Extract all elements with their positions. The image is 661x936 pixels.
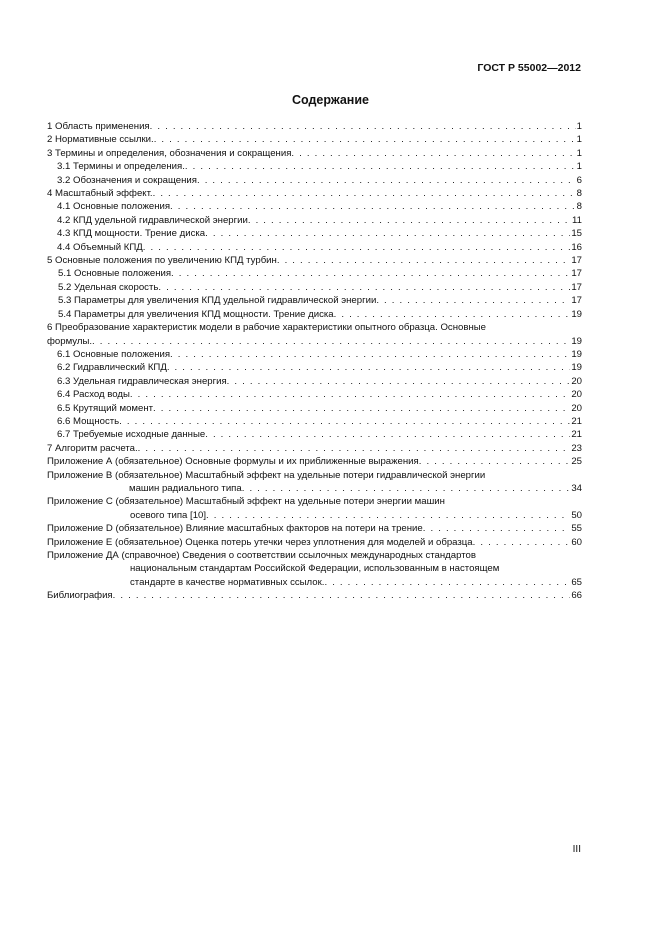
toc-entry-text: 1 Область применения (47, 121, 150, 132)
toc-entry-page: 19 (571, 348, 582, 360)
toc-entry-appendix-c-line1[interactable]: Приложение С (обязательное) Масштабный эффект на удельные потери энергии машин (47, 496, 445, 508)
toc-entry-5-4[interactable] (47, 308, 582, 321)
toc-entry-4-3[interactable] (47, 227, 582, 240)
toc-entry-page: 50 (571, 509, 582, 521)
toc-entry-appendix-a[interactable] (47, 455, 582, 468)
toc-entry-text: Приложение D (обязательное) Влияние масштабных факторов на потери на трение (47, 523, 423, 535)
toc-entry-text: Приложение Е (обязательное) Оценка потерь утечки через уплотнения для моделей и образца (47, 536, 473, 548)
toc-entry-page: 16 (571, 241, 582, 253)
toc-entry-page: 55 (571, 523, 582, 535)
toc-entry-1[interactable] (47, 120, 582, 133)
toc-entry-page: 1 (576, 134, 582, 146)
toc-entry-page: 25 (571, 456, 582, 468)
toc-entry-page: 20 (571, 375, 582, 387)
toc-entry-text: стандарте в качестве нормативных ссылок. (130, 576, 325, 588)
toc-entry-text: 3.2 Обозначения и сокращения (57, 174, 197, 186)
toc-entry-page: 17 (571, 295, 582, 307)
toc-entry-appendix-e[interactable] (47, 536, 582, 549)
toc-entry-page: 1 (576, 121, 582, 132)
toc-entry-text: машин радиального типа (129, 482, 242, 494)
toc-entry-text: 6.7 Требуемые исходные данные (57, 429, 206, 441)
toc-entry-text: 6.6 Мощность (57, 415, 120, 427)
toc-entry-page: 17 (571, 255, 582, 267)
toc-entry-text: 7 Алгоритм расчета. (47, 442, 138, 454)
toc-entry-6-7[interactable] (47, 428, 582, 441)
toc-entry-text: Библиография (47, 590, 113, 602)
document-code: ГОСТ Р 55002—2012 (477, 62, 581, 74)
toc-entry-page: 60 (571, 536, 582, 548)
toc-entry-page: 19 (571, 335, 582, 347)
toc-entry-page: 8 (576, 201, 582, 213)
toc-entry-page: 1 (576, 147, 582, 159)
toc-entry-4[interactable] (47, 187, 582, 200)
toc-entry-page: 11 (572, 214, 582, 226)
toc-entry-6-6[interactable] (47, 415, 582, 428)
toc-entry-page: 23 (571, 442, 582, 454)
toc-entry-6-line1[interactable]: 6 Преобразование характеристик модели в рабочие характеристики опытного образца. Основные (47, 322, 486, 334)
toc-entry-text: 6.1 Основные положения (57, 348, 171, 360)
toc-entry-page: 19 (571, 362, 582, 374)
toc-entry-page: 65 (571, 576, 582, 588)
toc-entry-text: осевого типа [10] (130, 509, 207, 521)
toc-entry-appendix-d[interactable] (47, 522, 582, 535)
toc-entry-text: 5 Основные положения по увеличению КПД турбин (47, 255, 277, 267)
toc-entry-5[interactable] (47, 254, 582, 267)
toc-entry-page: 20 (571, 402, 582, 414)
toc-entry-text: 6.2 Гидравлический КПД (57, 362, 167, 374)
toc-entry-page: 17 (571, 281, 582, 293)
toc-entry-text: 6.3 Удельная гидравлическая энергия (57, 375, 227, 387)
toc-entry-4-2[interactable] (47, 214, 582, 227)
toc-entry-text: 4 Масштабный эффект. (47, 188, 153, 200)
toc-entry-appendix-c[interactable] (47, 509, 582, 522)
toc-entry-text: 5.3 Параметры для увеличения КПД удельной гидравлической энергии (58, 295, 377, 307)
toc-entry-text: формулы. (47, 335, 93, 347)
toc-entry-bibliography[interactable] (47, 589, 582, 602)
toc-entry-text: 4.4 Объемный КПД (57, 241, 143, 253)
toc-entry-page: 1 (576, 161, 582, 173)
toc-entry-text: Приложение А (обязательное) Основные формулы и их приближенные выражения (47, 456, 419, 468)
toc-entry-appendix-b[interactable] (47, 482, 582, 495)
toc-entry-4-1[interactable] (47, 200, 582, 213)
toc-entry-text: 5.4 Параметры для увеличения КПД мощности. Трение диска (58, 308, 334, 320)
toc-entry-4-4[interactable] (47, 241, 582, 254)
toc-entry-page: 15 (571, 228, 582, 240)
toc-entry-5-2[interactable] (47, 281, 582, 294)
table-of-contents (47, 120, 582, 603)
toc-entry-page: 8 (576, 188, 582, 200)
toc-entry-text: 5.1 Основные положения (58, 268, 172, 280)
toc-entry-3-2[interactable] (47, 174, 582, 187)
toc-entry-page: 19 (571, 308, 582, 320)
toc-entry-6-5[interactable] (47, 402, 582, 415)
toc-entry-6[interactable] (47, 335, 582, 348)
toc-entry-5-3[interactable] (47, 294, 582, 307)
toc-entry-page: 21 (571, 429, 582, 441)
toc-entry-2[interactable] (47, 133, 582, 146)
toc-entry-appendix-da-line2[interactable]: национальным стандартам Российской Федерации, использованным в настоящем (130, 563, 500, 575)
toc-entry-appendix-da-line1[interactable]: Приложение ДА (справочное) Сведения о соответствии ссылочных международных стандартов (47, 550, 476, 561)
toc-entry-text: 4.3 КПД мощности. Трение диска (57, 228, 206, 240)
toc-entry-5-1[interactable] (47, 267, 582, 280)
toc-entry-text: 6.5 Крутящий момент (57, 402, 154, 414)
toc-entry-6-4[interactable] (47, 388, 582, 401)
toc-entry-text: 4.1 Основные положения (57, 201, 171, 213)
toc-entry-text: 2 Нормативные ссылки. (47, 134, 154, 146)
toc-entry-7[interactable] (47, 442, 582, 455)
toc-entry-page: 20 (571, 389, 582, 401)
toc-entry-3[interactable] (47, 147, 582, 160)
page-number: III (572, 844, 581, 855)
toc-entry-page: 6 (576, 174, 582, 186)
toc-entry-3-1[interactable] (47, 160, 582, 173)
toc-entry-text: 6.4 Расход воды (57, 389, 130, 401)
toc-entry-page: 21 (571, 415, 582, 427)
toc-entry-text: 3 Термины и определения, обозначения и сокращения (47, 147, 292, 159)
toc-entry-page: 66 (571, 590, 582, 602)
page-title: Содержание (291, 93, 369, 107)
toc-entry-page: 34 (571, 482, 582, 494)
toc-entry-text: 5.2 Удельная скорость (58, 281, 159, 293)
toc-entry-text: 4.2 КПД удельной гидравлической энергии (57, 214, 248, 226)
toc-entry-6-2[interactable] (47, 361, 582, 374)
toc-entry-page: 17 (571, 268, 582, 280)
toc-entry-appendix-b-line1[interactable]: Приложение В (обязательное) Масштабный эффект на удельные потери гидравлической энергии (47, 469, 486, 481)
toc-entry-6-1[interactable] (47, 348, 582, 361)
toc-entry-text: 3.1 Термины и определения. (57, 161, 185, 173)
toc-entry-6-3[interactable] (47, 375, 582, 388)
toc-entry-appendix-da[interactable] (47, 576, 582, 589)
